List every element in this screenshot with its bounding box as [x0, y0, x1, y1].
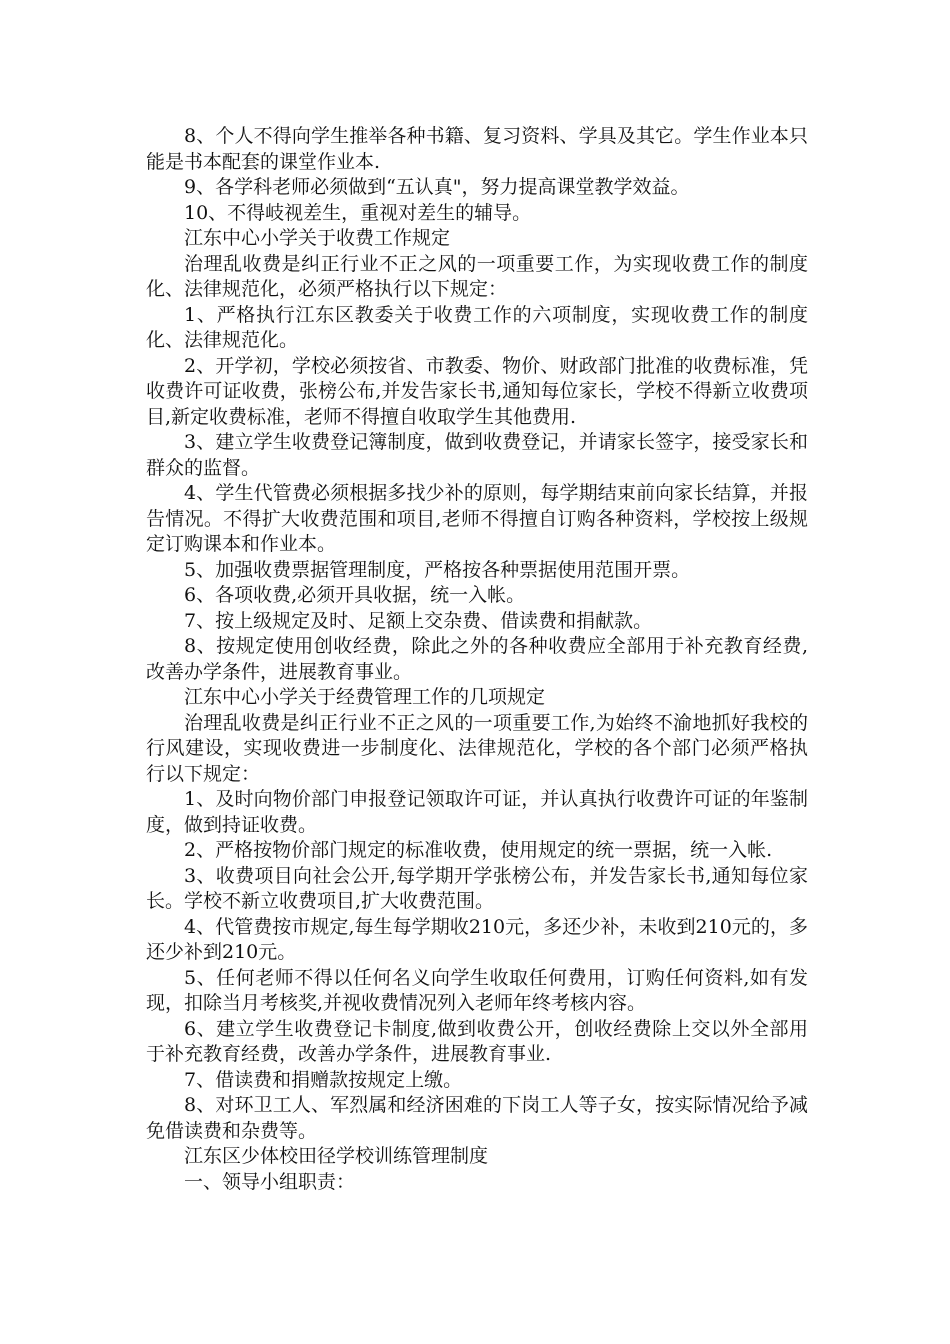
paragraph: 治理乱收费是纠正行业不正之风的一项重要工作，为实现收费工作的制度化、法律规范化，必须严格执行以下规定： — [146, 252, 808, 300]
paragraph: 3、建立学生收费登记簿制度，做到收费登记，并请家长签字，接受家长和群众的监督。 — [146, 431, 808, 479]
paragraph: 8、个人不得向学生推举各种书籍、复习资料、学具及其它。学生作业本只能是书本配套的课堂作业本. — [146, 125, 808, 173]
section-heading: 江东中心小学关于经费管理工作的几项规定 — [184, 686, 546, 708]
paragraph: 6、各项收费,必须开具收据，统一入帐。 — [184, 584, 526, 606]
paragraph: 3、收费项目向社会公开,每学期开学张榜公布，并发告家长书,通知每位家长。学校不新立收费项目,扩大收费范围。 — [146, 864, 808, 912]
paragraph: 7、按上级规定及时、足额上交杂费、借读费和捐献款。 — [184, 609, 653, 632]
paragraph: 1、严格执行江东区教委关于收费工作的六项制度，实现收费工作的制度化、法律规范化。 — [146, 303, 808, 351]
paragraph: 2、开学初，学校必须按省、市教委、物价、财政部门批准的收费标准，凭收费许可证收费，张榜公布,并发告家长书,通知每位家长，学校不得新立收费项目,新定收费标准，老师不得擅自收取学生其他费用. — [146, 354, 808, 428]
paragraph: 5、任何老师不得以任何名义向学生收取任何费用，订购任何资料,如有发现，扣除当月考核奖,并视收费情况列入老师年终考核内容。 — [146, 966, 808, 1014]
paragraph: 8、按规定使用创收经费，除此之外的各种收费应全部用于补充教育经费,改善办学条件，进展教育事业。 — [146, 635, 808, 683]
section-heading: 江东中心小学关于收费工作规定 — [184, 227, 451, 249]
paragraph: 6、建立学生收费登记卡制度,做到收费公开，创收经费除上交以外全部用于补充教育经费，改善办学条件，进展教育事业. — [146, 1017, 808, 1065]
paragraph: 4、学生代管费必须根据多找少补的原则，每学期结束前向家长结算，并报告情况。不得扩大收费范围和项目,老师不得擅自订购各种资料，学校按上级规定订购课本和作业本。 — [146, 482, 808, 555]
paragraph: 9、各学科老师必须做到“五认真"，努力提高课堂教学效益。 — [184, 176, 690, 198]
section-heading: 江东区少体校田径学校训练管理制度 — [184, 1145, 489, 1167]
paragraph: 1、及时向物价部门申报登记领取许可证，并认真执行收费许可证的年鉴制度，做到持证收费。 — [146, 788, 808, 836]
paragraph: 5、加强收费票据管理制度，严格按各种票据使用范围开票。 — [184, 558, 691, 581]
paragraph: 4、代管费按市规定,每生每学期收210元，多还少补，未收到210元的，多还少补到210元。 — [146, 915, 808, 963]
paragraph: 2、严格按物价部门规定的标准收费，使用规定的统一票据，统一入帐. — [184, 839, 773, 861]
paragraph: 治理乱收费是纠正行业不正之风的一项重要工作,为始终不渝地抓好我校的行风建设，实现收费进一步制度化、法律规范化，学校的各个部门必须严格执行以下规定： — [146, 711, 808, 785]
subsection-heading: 一、领导小组职责： — [184, 1170, 356, 1193]
paragraph: 8、对环卫工人、军烈属和经济困难的下岗工人等子女，按实际情况给予减免借读费和杂费等。 — [146, 1094, 808, 1142]
paragraph: 7、借读费和捐赠款按规定上缴。 — [184, 1068, 463, 1091]
paragraph: 10、不得岐视差生，重视对差生的辅导。 — [184, 201, 532, 224]
document-body — [146, 124, 808, 1195]
